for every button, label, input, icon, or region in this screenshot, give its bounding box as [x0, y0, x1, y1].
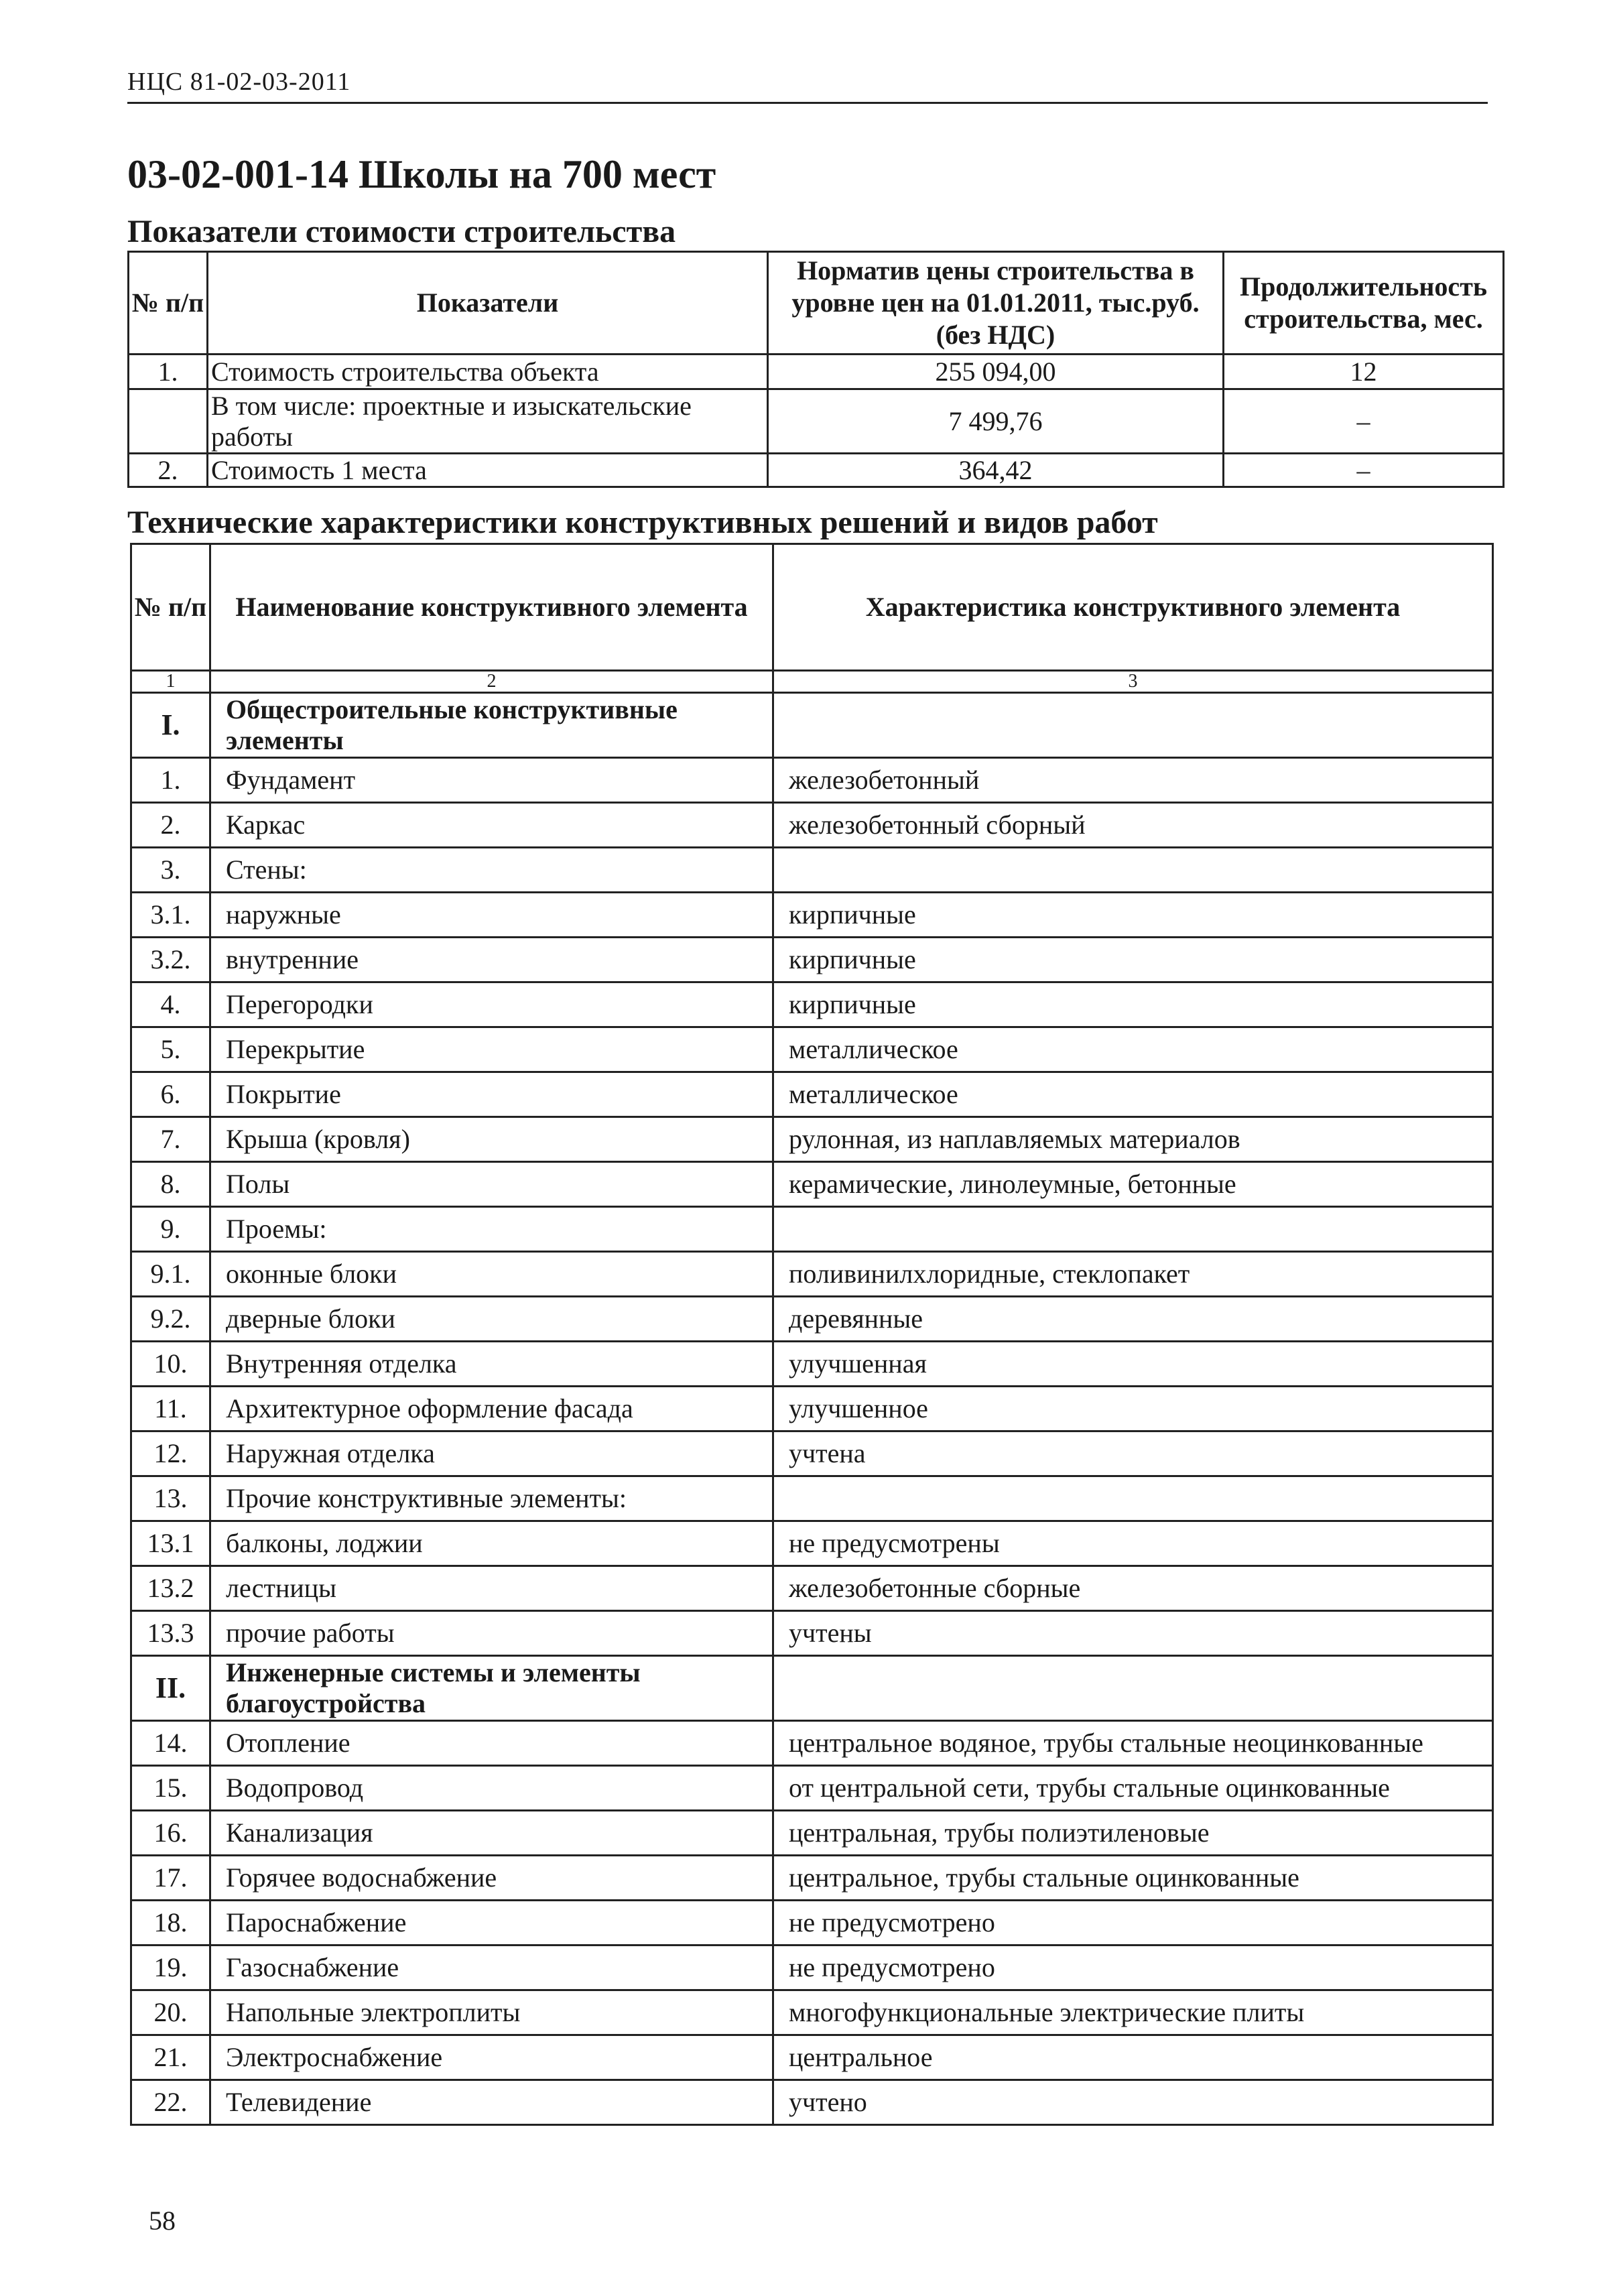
- row-num: 3.1.: [131, 893, 210, 938]
- table-row: [129, 454, 1504, 487]
- row-characteristic: кирпичные: [773, 893, 1493, 938]
- row-num: 13.3: [131, 1611, 210, 1656]
- table-row: [131, 1117, 1493, 1162]
- row-characteristic: железобетонный: [773, 758, 1493, 803]
- row-num: 3.: [131, 848, 210, 893]
- table-row: [131, 1342, 1493, 1387]
- row-characteristic: поливинилхлоридные, стеклопакет: [773, 1252, 1493, 1297]
- row-num: 22.: [131, 2080, 210, 2125]
- row-num: 3.2.: [131, 938, 210, 982]
- table-row: [131, 1162, 1493, 1207]
- row-characteristic: улучшенное: [773, 1387, 1493, 1431]
- row-characteristic: центральное водяное, трубы стальные неоцинкованные: [773, 1721, 1493, 1766]
- row-num: 10.: [131, 1342, 210, 1387]
- row-element-name: Горячее водоснабжение: [210, 1856, 773, 1901]
- row-num: 2.: [129, 454, 208, 487]
- tech-table-header-row: [131, 544, 1493, 671]
- table-row: [131, 1027, 1493, 1072]
- row-num: 13.1: [131, 1521, 210, 1566]
- row-element-name: Фундамент: [210, 758, 773, 803]
- column-index: 1: [131, 671, 210, 693]
- row-num: 9.1.: [131, 1252, 210, 1297]
- row-element-name: дверные блоки: [210, 1297, 773, 1342]
- row-num: 15.: [131, 1766, 210, 1811]
- table-row: [131, 1431, 1493, 1476]
- table-row: [131, 1766, 1493, 1811]
- row-characteristic: учтена: [773, 1431, 1493, 1476]
- row-characteristic: центральное, трубы стальные оцинкованные: [773, 1856, 1493, 1901]
- table-row: [131, 758, 1493, 803]
- table-row: [131, 1946, 1493, 1990]
- row-element-name: наружные: [210, 893, 773, 938]
- row-element-name: Наружная отделка: [210, 1431, 773, 1476]
- header-element: Наименование конструктивного элемента: [210, 544, 773, 671]
- row-price: 364,42: [768, 454, 1224, 487]
- row-element-name: прочие работы: [210, 1611, 773, 1656]
- row-element-name: Телевидение: [210, 2080, 773, 2125]
- row-characteristic: центральная, трубы полиэтиленовые: [773, 1811, 1493, 1856]
- row-num: 5.: [131, 1027, 210, 1072]
- row-element-name: балконы, лоджии: [210, 1521, 773, 1566]
- header-num: № п/п: [131, 544, 210, 671]
- table-row: [131, 1901, 1493, 1946]
- column-index: 3: [773, 671, 1493, 693]
- tech-characteristics-table: [130, 543, 1494, 2126]
- row-element-name: Отопление: [210, 1721, 773, 1766]
- row-element-name: Канализация: [210, 1811, 773, 1856]
- table-row: [131, 1297, 1493, 1342]
- row-num: 11.: [131, 1387, 210, 1431]
- row-num: 2.: [131, 803, 210, 848]
- header-num: № п/п: [129, 252, 208, 355]
- row-price: 7 499,76: [768, 389, 1224, 454]
- row-duration: –: [1224, 454, 1504, 487]
- page-number: 58: [149, 2206, 176, 2236]
- table-row: [131, 1990, 1493, 2035]
- table-row: [131, 2080, 1493, 2125]
- row-num: 8.: [131, 1162, 210, 1207]
- table-row: [129, 355, 1504, 389]
- table-row: [131, 848, 1493, 893]
- row-element-name: Крыша (кровля): [210, 1117, 773, 1162]
- table-row: [131, 2035, 1493, 2080]
- row-characteristic: многофункциональные электрические плиты: [773, 1990, 1493, 2035]
- row-characteristic: кирпичные: [773, 938, 1493, 982]
- row-element-name: Напольные электроплиты: [210, 1990, 773, 2035]
- cost-table-header-row: [129, 252, 1504, 355]
- row-element-name: Проемы:: [210, 1207, 773, 1252]
- row-element-name: Общестроительные конструктивные элементы: [210, 693, 773, 758]
- header-indicator: Показатели: [208, 252, 768, 355]
- row-num: 9.2.: [131, 1297, 210, 1342]
- table-row: [131, 1387, 1493, 1431]
- row-name: Стоимость строительства объекта: [208, 355, 768, 389]
- table-row: [131, 1856, 1493, 1901]
- row-num: 21.: [131, 2035, 210, 2080]
- row-element-name: Газоснабжение: [210, 1946, 773, 1990]
- table-row: [131, 893, 1493, 938]
- row-num: 12.: [131, 1431, 210, 1476]
- row-element-name: Инженерные системы и элементы благоустройства: [210, 1656, 773, 1721]
- row-element-name: Электроснабжение: [210, 2035, 773, 2080]
- row-characteristic: деревянные: [773, 1297, 1493, 1342]
- row-duration: –: [1224, 389, 1504, 454]
- row-characteristic: улучшенная: [773, 1342, 1493, 1387]
- row-num: 13.2: [131, 1566, 210, 1611]
- row-num: 17.: [131, 1856, 210, 1901]
- tech-section-title: Технические характеристики конструктивных решений и видов работ: [127, 505, 1158, 540]
- row-num: 18.: [131, 1901, 210, 1946]
- row-num: I.: [131, 693, 210, 758]
- table-row: [131, 1252, 1493, 1297]
- row-characteristic: не предусмотрено: [773, 1946, 1493, 1990]
- row-characteristic: не предусмотрены: [773, 1521, 1493, 1566]
- header-duration: Продолжительность строительства, мес.: [1224, 252, 1504, 355]
- table-row: [131, 1811, 1493, 1856]
- section-row: [131, 693, 1493, 758]
- row-element-name: Водопровод: [210, 1766, 773, 1811]
- row-element-name: лестницы: [210, 1566, 773, 1611]
- row-characteristic: железобетонные сборные: [773, 1566, 1493, 1611]
- column-index: 2: [210, 671, 773, 693]
- row-num: 6.: [131, 1072, 210, 1117]
- row-num: 14.: [131, 1721, 210, 1766]
- row-characteristic: [773, 1476, 1493, 1521]
- row-name: В том числе: проектные и изыскательские работы: [208, 389, 768, 454]
- row-duration: 12: [1224, 355, 1504, 389]
- row-price: 255 094,00: [768, 355, 1224, 389]
- row-characteristic: от центральной сети, трубы стальные оцинкованные: [773, 1766, 1493, 1811]
- row-characteristic: [773, 693, 1493, 758]
- row-num: 7.: [131, 1117, 210, 1162]
- row-characteristic: учтено: [773, 2080, 1493, 2125]
- row-element-name: Пароснабжение: [210, 1901, 773, 1946]
- row-num: 9.: [131, 1207, 210, 1252]
- row-num: 1.: [129, 355, 208, 389]
- table-row: [131, 803, 1493, 848]
- row-element-name: Перекрытие: [210, 1027, 773, 1072]
- table-row: [131, 1611, 1493, 1656]
- row-num: 20.: [131, 1990, 210, 2035]
- row-characteristic: кирпичные: [773, 982, 1493, 1027]
- table-row: [129, 389, 1504, 454]
- row-characteristic: центральное: [773, 2035, 1493, 2080]
- row-element-name: Стены:: [210, 848, 773, 893]
- row-characteristic: не предусмотрено: [773, 1901, 1493, 1946]
- row-characteristic: керамические, линолеумные, бетонные: [773, 1162, 1493, 1207]
- row-element-name: Внутренняя отделка: [210, 1342, 773, 1387]
- row-num: 13.: [131, 1476, 210, 1521]
- row-num: 1.: [131, 758, 210, 803]
- document-code: НЦС 81-02-03-2011: [127, 68, 351, 96]
- row-num: II.: [131, 1656, 210, 1721]
- table-row: [131, 1721, 1493, 1766]
- cost-indicators-table: [127, 251, 1505, 488]
- table-row: [131, 1072, 1493, 1117]
- row-element-name: Перегородки: [210, 982, 773, 1027]
- row-num: [129, 389, 208, 454]
- row-element-name: Архитектурное оформление фасада: [210, 1387, 773, 1431]
- table-row: [131, 1566, 1493, 1611]
- row-characteristic: металлическое: [773, 1072, 1493, 1117]
- row-element-name: Каркас: [210, 803, 773, 848]
- table-row: [131, 982, 1493, 1027]
- table-row: [131, 1476, 1493, 1521]
- row-num: 16.: [131, 1811, 210, 1856]
- row-element-name: Прочие конструктивные элементы:: [210, 1476, 773, 1521]
- header-price: Норматив цены строительства в уровне цен на 01.01.2011, тыс.руб. (без НДС): [768, 252, 1224, 355]
- row-characteristic: учтены: [773, 1611, 1493, 1656]
- row-characteristic: [773, 848, 1493, 893]
- row-num: 4.: [131, 982, 210, 1027]
- header-divider: [127, 102, 1488, 104]
- table-row: [131, 1207, 1493, 1252]
- row-characteristic: [773, 1207, 1493, 1252]
- cost-section-title: Показатели стоимости строительства: [127, 214, 676, 249]
- table-row: [131, 1521, 1493, 1566]
- page-title: 03-02-001-14 Школы на 700 мест: [127, 152, 716, 196]
- row-element-name: оконные блоки: [210, 1252, 773, 1297]
- column-index-row: [131, 671, 1493, 693]
- row-element-name: Покрытие: [210, 1072, 773, 1117]
- row-element-name: внутренние: [210, 938, 773, 982]
- row-name: Стоимость 1 места: [208, 454, 768, 487]
- table-row: [131, 938, 1493, 982]
- row-characteristic: [773, 1656, 1493, 1721]
- row-characteristic: металлическое: [773, 1027, 1493, 1072]
- section-row: [131, 1656, 1493, 1721]
- row-num: 19.: [131, 1946, 210, 1990]
- header-characteristic: Характеристика конструктивного элемента: [773, 544, 1493, 671]
- row-element-name: Полы: [210, 1162, 773, 1207]
- row-characteristic: рулонная, из наплавляемых материалов: [773, 1117, 1493, 1162]
- row-characteristic: железобетонный сборный: [773, 803, 1493, 848]
